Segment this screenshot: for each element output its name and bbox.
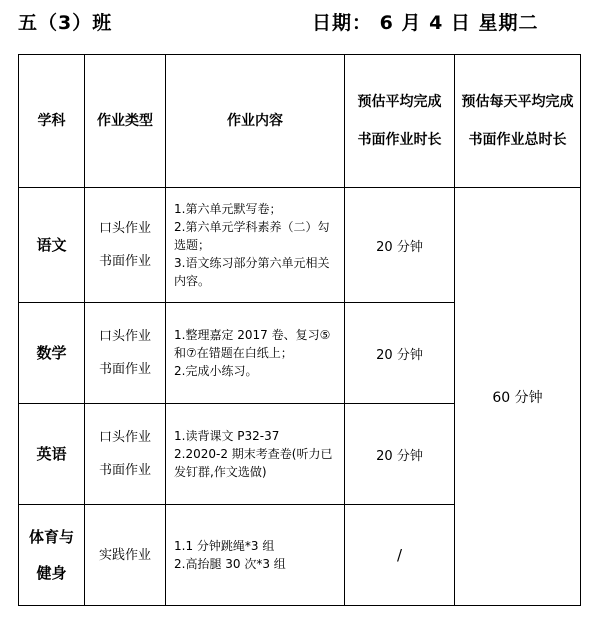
content-line: 3.语文练习部分第六单元相关内容。 <box>174 256 330 288</box>
homework-table <box>18 54 581 606</box>
content-line: 1.整理嘉定 2017 卷、复习⑤和⑦在错题在白纸上； <box>174 328 331 360</box>
total-time-cell: 60 分钟 <box>455 188 581 606</box>
table-header-row <box>19 55 581 188</box>
subject-cell: 体育与健身 <box>19 505 85 606</box>
content-line: 2.高抬腿 30 次*3 组 <box>174 557 286 571</box>
class-label: 五（3）班 <box>18 12 113 34</box>
type-label: 口头作业 <box>98 329 151 344</box>
type-label: 实践作业 <box>98 547 151 563</box>
type-cell <box>85 188 166 303</box>
time-cell: 20 分钟 <box>345 188 455 303</box>
content-line: 2.完成小练习。 <box>174 364 258 378</box>
header-subject: 学科 <box>19 55 85 188</box>
type-label: 口头作业 <box>98 221 151 236</box>
type-cell <box>85 303 166 404</box>
subject-cell: 英语 <box>19 404 85 505</box>
time-cell: 20 分钟 <box>345 404 455 505</box>
content-cell <box>166 505 345 606</box>
type-label: 口头作业 <box>98 430 151 445</box>
content-line: 1.读背课文 P32-37 <box>174 429 280 443</box>
content-line: 2.第六单元学科素养（二）勾选题； <box>174 220 330 252</box>
type-cell <box>85 505 166 606</box>
header-content: 作业内容 <box>166 55 345 188</box>
table-row <box>19 188 581 303</box>
type-label: 书面作业 <box>98 254 151 269</box>
content-line: 1.第六单元默写卷； <box>174 202 282 216</box>
type-cell <box>85 404 166 505</box>
header-avg-time: 预估平均完成书面作业时长 <box>345 55 455 188</box>
content-cell <box>166 303 345 404</box>
content-cell <box>166 188 345 303</box>
header-total-time: 预估每天平均完成书面作业总时长 <box>455 55 581 188</box>
date-label: 日期： 6 月 4 日 星期二 <box>312 12 539 34</box>
header-type: 作业类型 <box>85 55 166 188</box>
time-cell: / <box>345 505 455 606</box>
content-line: 1.1 分钟跳绳*3 组 <box>174 539 275 553</box>
subject-cell: 语文 <box>19 188 85 303</box>
time-cell: 20 分钟 <box>345 303 455 404</box>
content-cell <box>166 404 345 505</box>
subject-cell: 数学 <box>19 303 85 404</box>
type-label: 书面作业 <box>98 362 151 377</box>
content-line: 2.2020-2 期末考查卷(听力已发钉群,作文选做) <box>174 447 333 479</box>
type-label: 书面作业 <box>98 463 151 478</box>
